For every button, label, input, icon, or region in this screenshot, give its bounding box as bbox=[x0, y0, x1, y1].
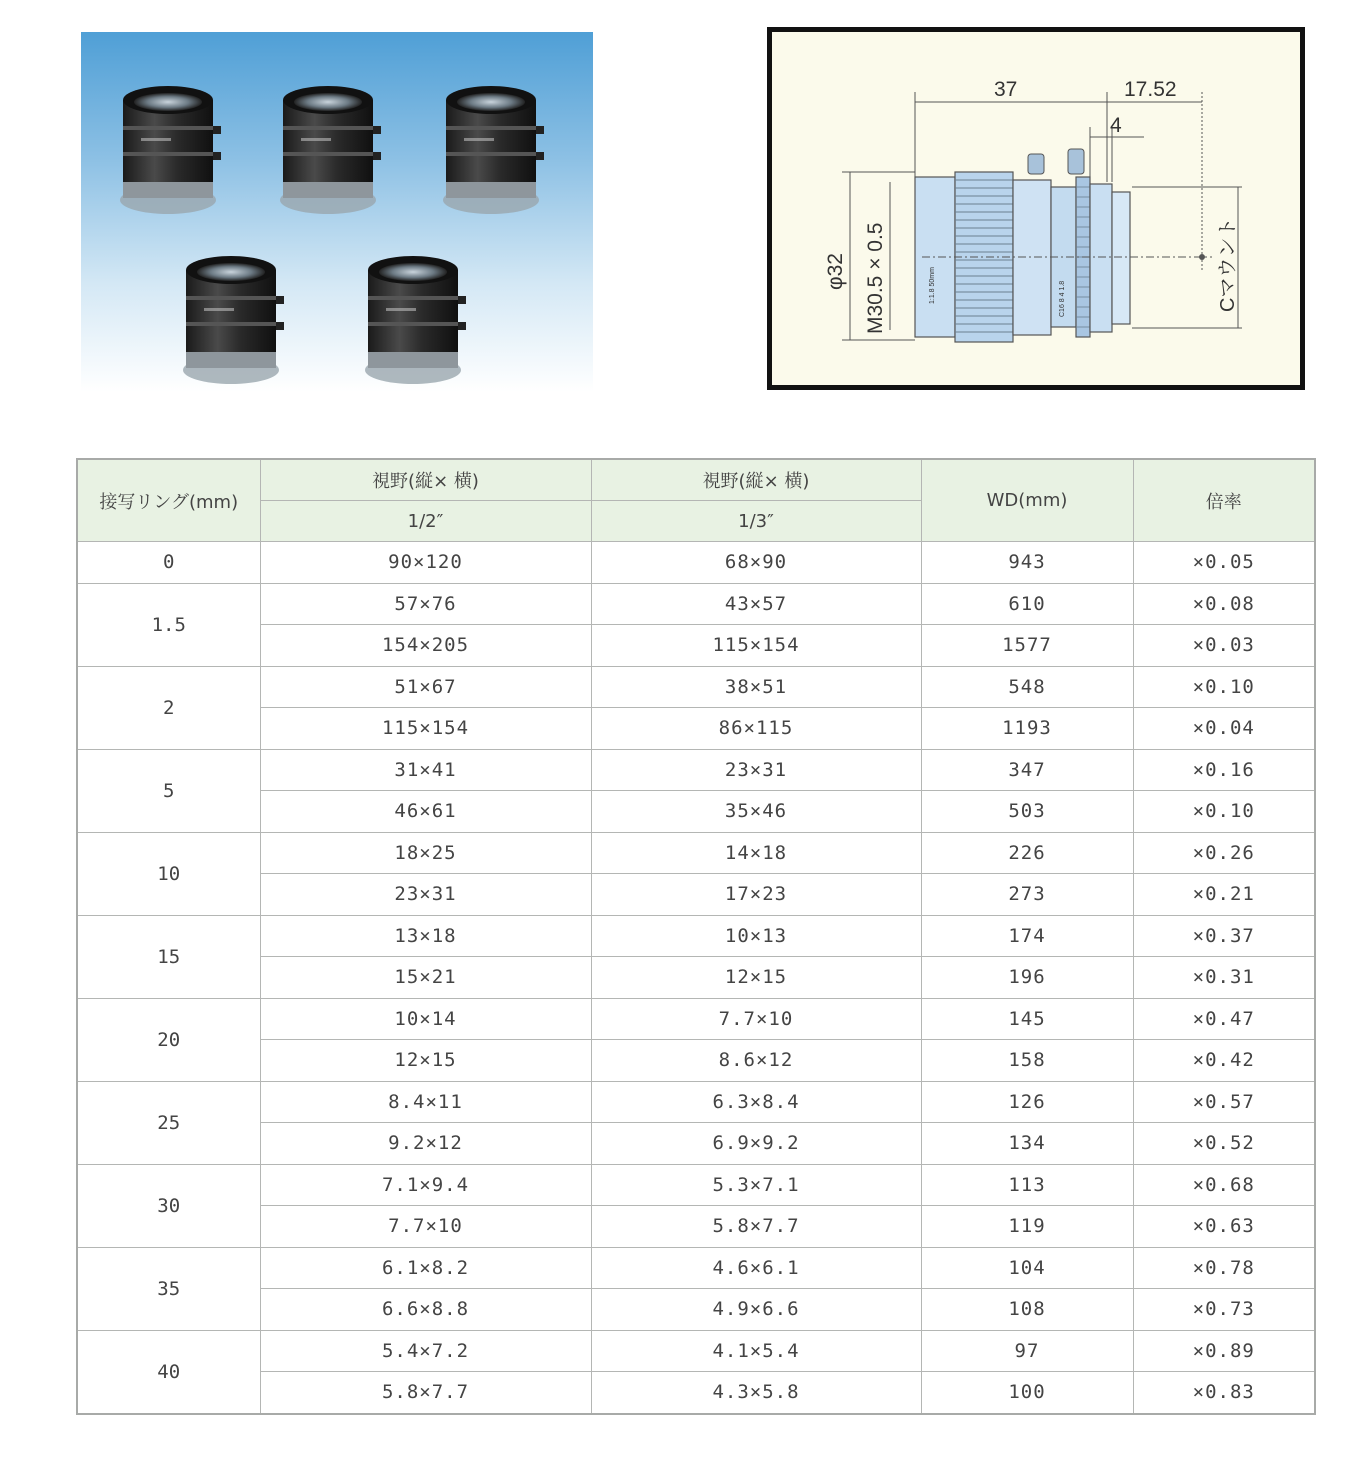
fov-b-cell: 86×115 bbox=[591, 708, 921, 750]
mount-label: Cマウント bbox=[1217, 217, 1239, 312]
fov-b-cell: 23×31 bbox=[591, 749, 921, 791]
table-body bbox=[77, 542, 1315, 1414]
fov-b-cell: 4.6×6.1 bbox=[591, 1247, 921, 1289]
fov-a-cell: 8.4×11 bbox=[260, 1081, 591, 1123]
mag-cell: ×0.57 bbox=[1133, 1081, 1315, 1123]
table-row bbox=[77, 1206, 1315, 1248]
wd-cell: 1577 bbox=[921, 625, 1133, 667]
dim-flange-label: 17.52 bbox=[1124, 78, 1177, 101]
mag-cell: ×0.73 bbox=[1133, 1289, 1315, 1331]
fov-b-cell: 5.3×7.1 bbox=[591, 1164, 921, 1206]
dim-thread-label: M30.5 × 0.5 bbox=[864, 222, 887, 334]
mag-cell: ×0.03 bbox=[1133, 625, 1315, 667]
table-row bbox=[77, 1289, 1315, 1331]
mag-cell: ×0.89 bbox=[1133, 1330, 1315, 1372]
fov-a-cell: 46×61 bbox=[260, 791, 591, 833]
ring-cell: 35 bbox=[77, 1247, 260, 1330]
wd-cell: 145 bbox=[921, 998, 1133, 1040]
dim-small-label: 4 bbox=[1110, 114, 1122, 137]
header-sensor-a: 1/2″ bbox=[260, 501, 591, 542]
lens-scale-marking: C16 8 4 1.8 bbox=[1059, 280, 1066, 317]
fov-a-cell: 31×41 bbox=[260, 749, 591, 791]
ring-cell: 5 bbox=[77, 749, 260, 832]
ring-cell: 1.5 bbox=[77, 583, 260, 666]
fov-a-cell: 18×25 bbox=[260, 832, 591, 874]
ring-cell: 10 bbox=[77, 832, 260, 915]
fov-a-cell: 115×154 bbox=[260, 708, 591, 750]
dimension-drawing bbox=[767, 27, 1305, 390]
lens-photo-graphic bbox=[81, 32, 593, 392]
close-up-ring-table bbox=[76, 458, 1316, 1415]
table-row bbox=[77, 583, 1315, 625]
ring-cell: 30 bbox=[77, 1164, 260, 1247]
fov-a-cell: 6.1×8.2 bbox=[260, 1247, 591, 1289]
mag-cell: ×0.08 bbox=[1133, 583, 1315, 625]
wd-cell: 108 bbox=[921, 1289, 1133, 1331]
wd-cell: 158 bbox=[921, 1040, 1133, 1082]
table-row bbox=[77, 1164, 1315, 1206]
fov-b-cell: 38×51 bbox=[591, 666, 921, 708]
mag-cell: ×0.21 bbox=[1133, 874, 1315, 916]
wd-cell: 113 bbox=[921, 1164, 1133, 1206]
fov-b-cell: 5.8×7.7 bbox=[591, 1206, 921, 1248]
table-row bbox=[77, 1330, 1315, 1372]
mag-cell: ×0.16 bbox=[1133, 749, 1315, 791]
table-row bbox=[77, 915, 1315, 957]
table-row bbox=[77, 998, 1315, 1040]
table-row bbox=[77, 708, 1315, 750]
mag-cell: ×0.68 bbox=[1133, 1164, 1315, 1206]
fov-b-cell: 4.1×5.4 bbox=[591, 1330, 921, 1372]
table-row bbox=[77, 832, 1315, 874]
table-row bbox=[77, 1040, 1315, 1082]
wd-cell: 1193 bbox=[921, 708, 1133, 750]
header-mag: 倍率 bbox=[1133, 459, 1315, 542]
wd-cell: 100 bbox=[921, 1372, 1133, 1414]
table-row bbox=[77, 1372, 1315, 1414]
table-row bbox=[77, 874, 1315, 916]
fov-a-cell: 6.6×8.8 bbox=[260, 1289, 591, 1331]
fov-a-cell: 10×14 bbox=[260, 998, 591, 1040]
table-row bbox=[77, 749, 1315, 791]
mag-cell: ×0.04 bbox=[1133, 708, 1315, 750]
header-wd: WD(mm) bbox=[921, 459, 1133, 542]
fov-b-cell: 6.3×8.4 bbox=[591, 1081, 921, 1123]
fov-b-cell: 68×90 bbox=[591, 542, 921, 584]
fov-b-cell: 115×154 bbox=[591, 625, 921, 667]
fov-a-cell: 12×15 bbox=[260, 1040, 591, 1082]
ring-cell: 40 bbox=[77, 1330, 260, 1414]
fov-a-cell: 23×31 bbox=[260, 874, 591, 916]
ring-cell: 25 bbox=[77, 1081, 260, 1164]
wd-cell: 610 bbox=[921, 583, 1133, 625]
header-fov-b: 視野(縦× 横) bbox=[591, 459, 921, 501]
table-row bbox=[77, 957, 1315, 999]
mag-cell: ×0.42 bbox=[1133, 1040, 1315, 1082]
wd-cell: 97 bbox=[921, 1330, 1133, 1372]
ring-cell: 2 bbox=[77, 666, 260, 749]
table-row bbox=[77, 1247, 1315, 1289]
fov-b-cell: 43×57 bbox=[591, 583, 921, 625]
mag-cell: ×0.52 bbox=[1133, 1123, 1315, 1165]
mag-cell: ×0.83 bbox=[1133, 1372, 1315, 1414]
wd-cell: 174 bbox=[921, 915, 1133, 957]
wd-cell: 196 bbox=[921, 957, 1133, 999]
fov-b-cell: 17×23 bbox=[591, 874, 921, 916]
ring-cell: 0 bbox=[77, 542, 260, 584]
fov-a-cell: 154×205 bbox=[260, 625, 591, 667]
mag-cell: ×0.37 bbox=[1133, 915, 1315, 957]
table-row bbox=[77, 1081, 1315, 1123]
fov-a-cell: 5.8×7.7 bbox=[260, 1372, 591, 1414]
table-row bbox=[77, 1123, 1315, 1165]
wd-cell: 126 bbox=[921, 1081, 1133, 1123]
wd-cell: 503 bbox=[921, 791, 1133, 833]
wd-cell: 943 bbox=[921, 542, 1133, 584]
lens-marking: 1:1.8 50mm bbox=[929, 267, 936, 304]
header-sensor-b: 1/3″ bbox=[591, 501, 921, 542]
header-fov-a: 視野(縦× 横) bbox=[260, 459, 591, 501]
wd-cell: 104 bbox=[921, 1247, 1133, 1289]
fov-b-cell: 6.9×9.2 bbox=[591, 1123, 921, 1165]
table-header bbox=[77, 459, 1315, 542]
fov-b-cell: 12×15 bbox=[591, 957, 921, 999]
table-row bbox=[77, 666, 1315, 708]
wd-cell: 226 bbox=[921, 832, 1133, 874]
table-row bbox=[77, 791, 1315, 833]
mag-cell: ×0.31 bbox=[1133, 957, 1315, 999]
fov-b-cell: 14×18 bbox=[591, 832, 921, 874]
fov-a-cell: 51×67 bbox=[260, 666, 591, 708]
fov-a-cell: 90×120 bbox=[260, 542, 591, 584]
mag-cell: ×0.78 bbox=[1133, 1247, 1315, 1289]
fov-a-cell: 13×18 bbox=[260, 915, 591, 957]
fov-a-cell: 9.2×12 bbox=[260, 1123, 591, 1165]
fov-a-cell: 7.1×9.4 bbox=[260, 1164, 591, 1206]
fov-b-cell: 8.6×12 bbox=[591, 1040, 921, 1082]
ring-cell: 15 bbox=[77, 915, 260, 998]
fov-b-cell: 4.3×5.8 bbox=[591, 1372, 921, 1414]
mag-cell: ×0.05 bbox=[1133, 542, 1315, 584]
mag-cell: ×0.10 bbox=[1133, 791, 1315, 833]
lens-dimension-diagram bbox=[772, 32, 1300, 385]
header-ring: 接写リング(mm) bbox=[77, 459, 260, 542]
fov-a-cell: 5.4×7.2 bbox=[260, 1330, 591, 1372]
mag-cell: ×0.47 bbox=[1133, 998, 1315, 1040]
mag-cell: ×0.63 bbox=[1133, 1206, 1315, 1248]
fov-a-cell: 15×21 bbox=[260, 957, 591, 999]
wd-cell: 548 bbox=[921, 666, 1133, 708]
mag-cell: ×0.10 bbox=[1133, 666, 1315, 708]
table-row bbox=[77, 542, 1315, 584]
fov-a-cell: 57×76 bbox=[260, 583, 591, 625]
wd-cell: 119 bbox=[921, 1206, 1133, 1248]
dim-length-label: 37 bbox=[994, 78, 1018, 101]
wd-cell: 134 bbox=[921, 1123, 1133, 1165]
fov-b-cell: 4.9×6.6 bbox=[591, 1289, 921, 1331]
fov-b-cell: 35×46 bbox=[591, 791, 921, 833]
ring-cell: 20 bbox=[77, 998, 260, 1081]
mag-cell: ×0.26 bbox=[1133, 832, 1315, 874]
dim-diameter-label: φ32 bbox=[824, 253, 847, 290]
fov-b-cell: 7.7×10 bbox=[591, 998, 921, 1040]
wd-cell: 273 bbox=[921, 874, 1133, 916]
fov-b-cell: 10×13 bbox=[591, 915, 921, 957]
wd-cell: 347 bbox=[921, 749, 1133, 791]
table-row bbox=[77, 625, 1315, 667]
product-photo bbox=[81, 32, 593, 392]
fov-a-cell: 7.7×10 bbox=[260, 1206, 591, 1248]
